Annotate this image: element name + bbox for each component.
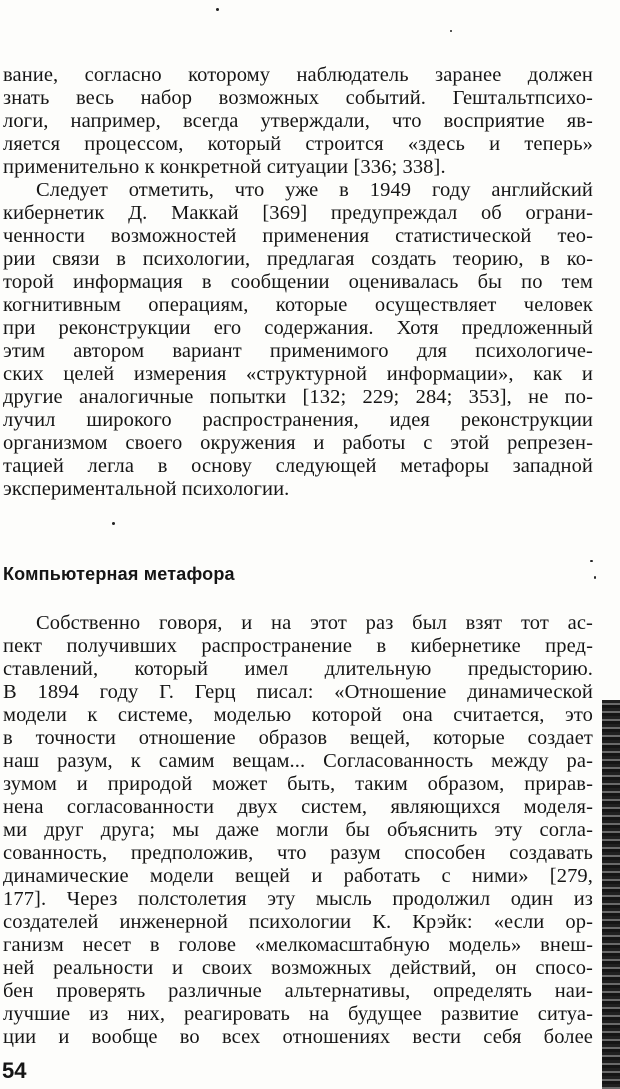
page-number: 54	[2, 1058, 27, 1083]
paragraph-2-line: ских целей измерения «структурной информации», как и	[3, 363, 593, 385]
paragraph-3-line: 177]. Через полстолетия эту мысль продолжил один из	[3, 888, 593, 910]
paragraph-3-line: Собственно говоря, и на этот раз был взят тот ас-	[36, 612, 593, 634]
paragraph-3-line: нена согласованности двух систем, являющихся моделя-	[3, 796, 593, 818]
paragraph-3-line: в точности отношение образов вещей, которые создает	[3, 727, 593, 749]
paragraph-2-line: когнитивным операциям, которые осуществляет человек	[3, 294, 593, 316]
paragraph-2-line: организмом своего окружения и работы с этой репрезен-	[3, 432, 593, 454]
paragraph-1-line: логи, например, всегда утверждали, что восприятие яв-	[3, 110, 593, 132]
book-binding-edge	[602, 700, 620, 1089]
paragraph-3-line: наш разум, к самим вещам... Согласованность между ра-	[3, 750, 593, 772]
paragraph-3-line: модели к системе, моделью которой она считается, это	[3, 704, 593, 726]
paragraph-1-line: вание, согласно которому наблюдатель заранее должен	[3, 64, 593, 86]
scan-speck	[450, 30, 452, 32]
section-heading: Компьютерная метафора	[3, 564, 235, 584]
paragraph-3-line: ставлений, который имел длительную предысторию.	[3, 658, 593, 680]
paragraph-3-line: бен проверять различные альтернативы, определять наи-	[3, 980, 593, 1002]
paragraph-3-line: ции и вообще во всех отношениях вести себя более	[3, 1026, 593, 1048]
paragraph-3-line: сованность, предположив, что разум способен создавать	[3, 842, 593, 864]
paragraph-1-line: ляется процессом, который строится «здесь и теперь»	[3, 133, 593, 155]
paragraph-2-line: торой информация в сообщении оценивалась бы по тем	[3, 271, 593, 293]
scan-speck	[216, 8, 219, 11]
paragraph-2-line: ченности возможностей применения статистической тео-	[3, 225, 593, 247]
paragraph-1-line: знать весь набор возможных событий. Гештальтпсихо-	[3, 87, 593, 109]
paragraph-2-line: кибернетик Д. Маккай [369] предупреждал об ограни-	[3, 202, 593, 224]
paragraph-3-line: создателей инженерной психологии К. Крэйк: «если ор-	[3, 911, 593, 933]
paragraph-2-line: этим автором вариант применимого для психологиче-	[3, 340, 593, 362]
paragraph-3-line: В 1894 году Г. Герц писал: «Отношение динамической	[3, 681, 593, 703]
scan-speck	[594, 576, 596, 579]
scan-speck	[590, 560, 593, 562]
paragraph-2-line: другие аналогичные попытки [132; 229; 284; 353], не по-	[3, 386, 593, 408]
paragraph-3-line: лучшие из них, реагировать на будущее развитие ситуа-	[3, 1003, 593, 1025]
paragraph-2-line: рии связи в психологии, предлагая создать теорию, в ко-	[3, 248, 593, 270]
paragraph-3-line: ней реальности и своих возможных действий, он спосо-	[3, 957, 593, 979]
paragraph-3-line: пект получивших распространение в кибернетике пред-	[3, 635, 593, 657]
paragraph-2-line: Следует отметить, что уже в 1949 году английский	[36, 179, 593, 201]
paragraph-3-line: ми друг друга; мы даже могли бы объяснить эту согла-	[3, 819, 593, 841]
paragraph-2-line: экспериментальной психологии.	[3, 478, 290, 500]
paragraph-2-line: тацией легла в основу следующей метафоры западной	[3, 455, 593, 477]
paragraph-2-line: при реконструкции его содержания. Хотя предложенный	[3, 317, 593, 339]
scan-speck	[112, 522, 115, 525]
paragraph-2-line: лучил широкого распространения, идея реконструкции	[3, 409, 593, 431]
paragraph-3-line: ганизм несет в голове «мелкомасштабную модель» внеш-	[3, 934, 593, 956]
paragraph-3-line: зумом и природой может быть, таким образом, прирав-	[3, 773, 593, 795]
paragraph-1-line: применительно к конкретной ситуации [336; 338].	[3, 156, 446, 178]
paragraph-3-line: динамические модели вещей и работать с ними» [279,	[3, 865, 593, 887]
